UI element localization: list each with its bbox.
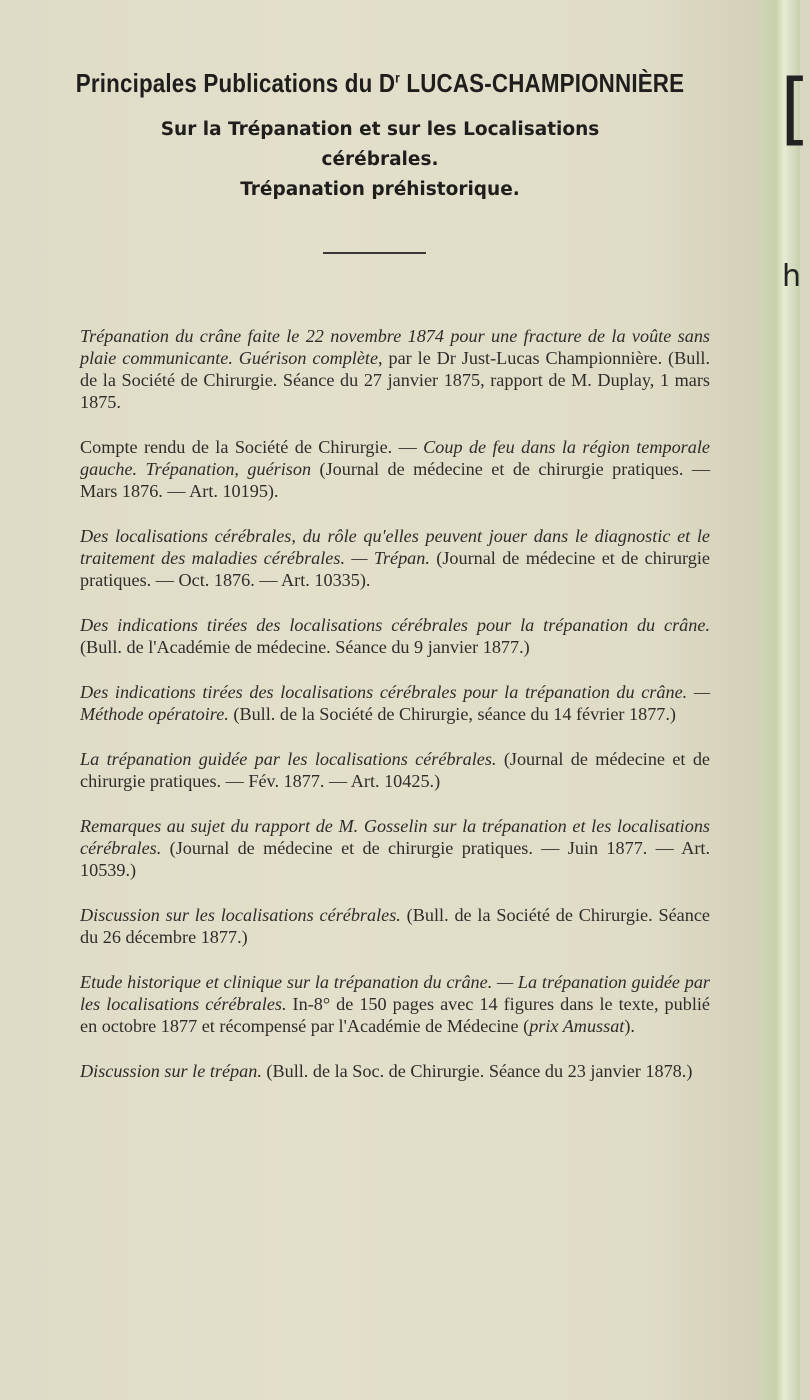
publication-entry: Trépanation du crâne faite le 22 novembre 1874 pour une fracture de la voûte sans plaie communicante. Guérison complète, par le Dr Just-Lucas Championnière. (Bull. de la Société de Chirurgie. Séance du 27 janvier 1875, rapport de M. Duplay, 1 mars 1875.: [80, 326, 710, 412]
subtitle-line-2: cérébrales.: [321, 149, 439, 170]
publication-entry: La trépanation guidée par les localisations cérébrales. (Journal de médecine et de chirurgie pratiques. — Fév. 1877. — Art. 10425.): [80, 749, 710, 791]
publication-entry: Etude historique et clinique sur la trépanation du crâne. — La trépanation guidée par les localisations cérébrales. In-8° de 150 pages avec 14 figures dans le texte, publié en octobre 1877 et récompensé par l'Académie de Médecine (prix Amussat).: [80, 972, 711, 1036]
subtitle-line-1: Sur la Trépanation et sur les Localisations: [160, 119, 600, 140]
section-subtitle: [0, 115, 760, 205]
page-title: [53, 68, 707, 99]
publication-entry: Des localisations cérébrales, du rôle qu'elles peuvent jouer dans le diagnostic et le traitement des maladies cérébrales. — Trépan. (Journal de médecine et de chirurgie pratiques. — Oct. 1876. — Art. 10335).: [80, 526, 710, 590]
title-suffix: LUCAS-CHAMPIONNIÈRE: [400, 68, 685, 98]
publication-entry: Compte rendu de la Société de Chirurgie. — Coup de feu dans la région temporale gauche. Trépanation, guérison (Journal de médecine et de chirurgie pratiques. — Mars 1876. — Art. 10195).: [80, 437, 711, 501]
page-header: [0, 68, 760, 205]
subtitle-line-3: Trépanation préhistorique.: [240, 179, 520, 200]
publication-entry: Des indications tirées des localisations cérébrales pour la trépanation du crâne. (Bull. de l'Académie de médecine. Séance du 9 janvier 1877.): [80, 615, 710, 657]
publication-entry: Discussion sur le trépan. (Bull. de la Soc. de Chirurgie. Séance du 23 janvier 1878.): [80, 1061, 693, 1081]
publication-entry: Remarques au sujet du rapport de M. Gosselin sur la trépanation et les localisations cérébrales. (Journal de médecine et de chirurgie pratiques. — Juin 1877. — Art. 10539.): [80, 816, 710, 880]
title-superscript: r: [395, 69, 401, 86]
publication-entry: Discussion sur les localisations cérébrales. (Bull. de la Société de Chirurgie. Séance du 26 décembre 1877.): [80, 905, 710, 947]
header-divider: [323, 252, 426, 254]
publication-entry: Des indications tirées des localisations cérébrales pour la trépanation du crâne. — Méthode opératoire. (Bull. de la Société de Chirurgie, séance du 14 février 1877.): [80, 682, 710, 724]
publication-list: [80, 325, 710, 1105]
edge-h-mark: h: [782, 259, 802, 294]
page-edge-binding: [760, 0, 800, 1400]
edge-bracket-mark: [: [780, 64, 810, 154]
title-prefix: Principales Publications du D: [75, 68, 396, 98]
